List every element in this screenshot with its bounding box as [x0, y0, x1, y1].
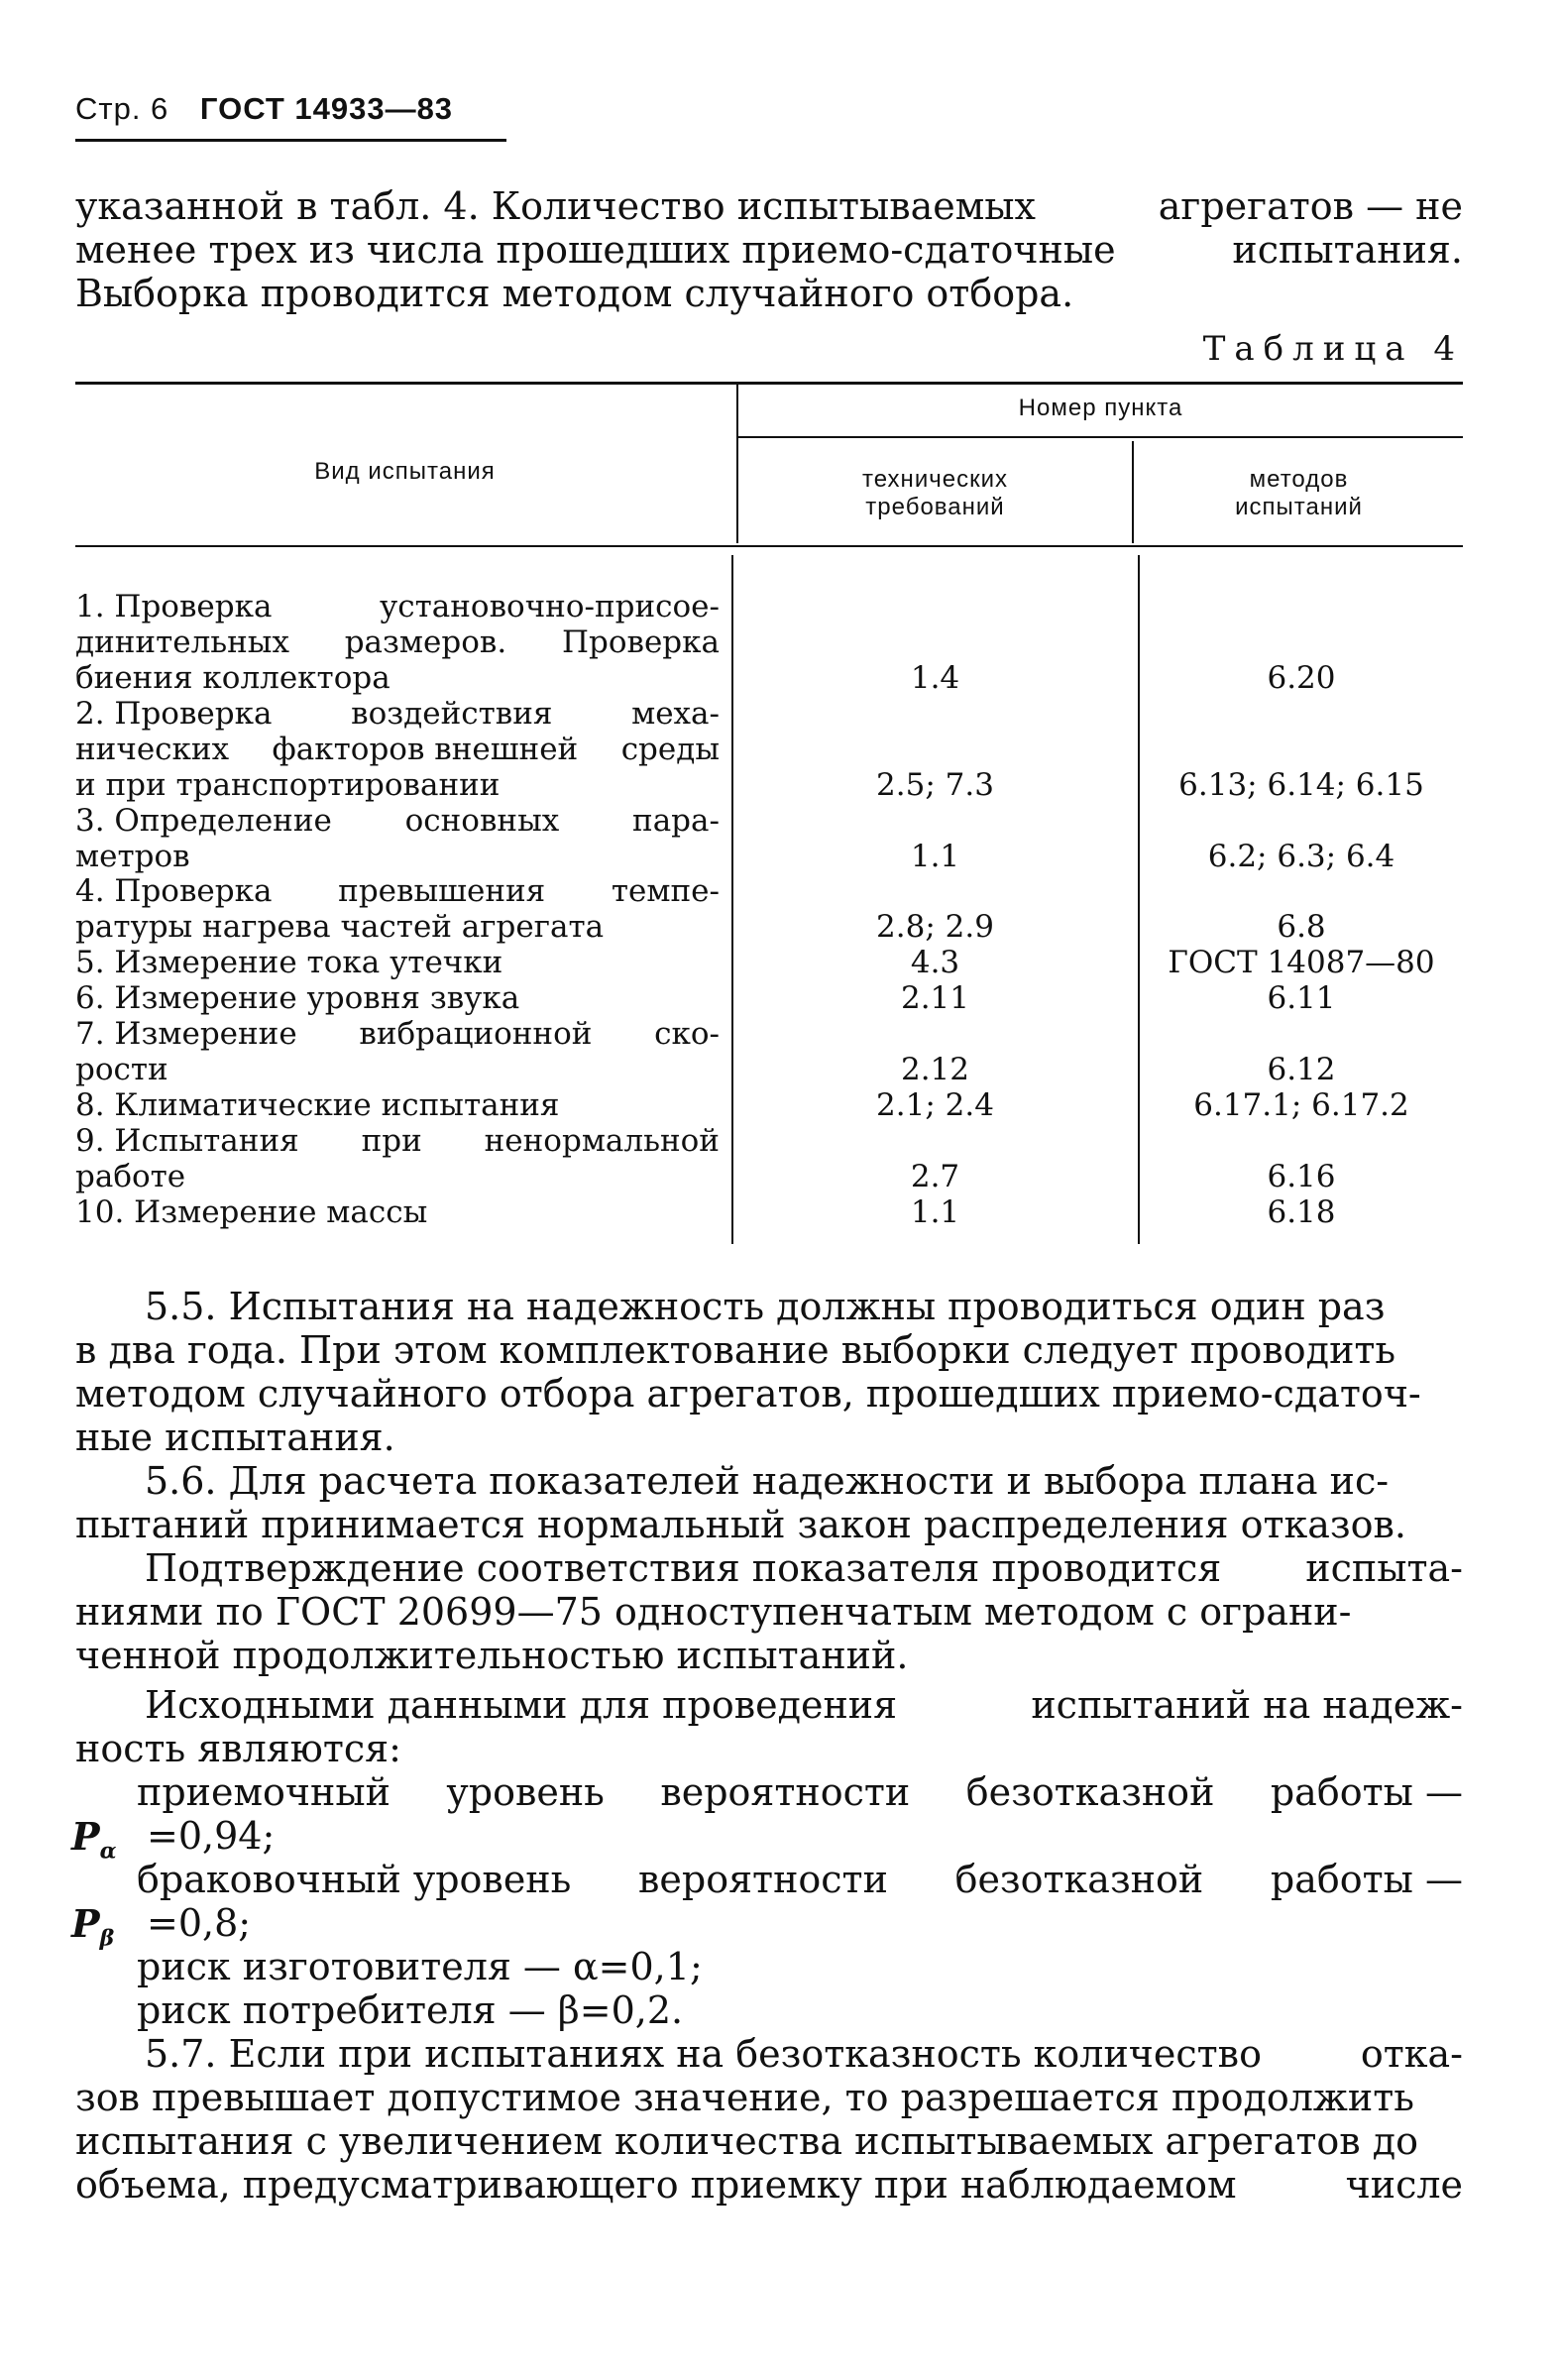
test-method-cell: 6.20 [1267, 660, 1336, 696]
p-alpha-value: =0,94; [147, 1814, 276, 1858]
p-beta-value: =0,8; [147, 1901, 252, 1945]
table-row: 10. Измерение массы [75, 1194, 428, 1230]
section-5-6: 5.6. Для расчета показателей надежности и выбора плана ис- пытаний принимается нормальный закон распределения отказов. [75, 1459, 1406, 1546]
consumer-risk: риск потребителя — β=0,2. [137, 1988, 684, 2032]
intro-paragraph [75, 184, 1463, 315]
tech-req-cell: 2.1; 2.4 [876, 1087, 994, 1123]
table-row: 2. Проверка воздействия меха- нических факторов внешней среды и при транспортировании [75, 696, 720, 803]
acceptance-level-line: приемочный уровень вероятности безотказной работы — [137, 1770, 1463, 1814]
text-line: Выборка проводится методом случайного отбора. [75, 272, 1074, 315]
section-5-6-conformity: Подтверждение соответствия показателя проводится испыта- ниями по ГОСТ 20699—75 одноступенчатым методом с ограни- ченной продолжительностью испытаний. [75, 1546, 1463, 1677]
text-line: менее трех из числа прошедших приемо-сдаточные испытания. [75, 228, 1463, 272]
section-5-6-initial-data: Исходными данными для проведения испытаний на надеж- ность являются: [75, 1683, 1463, 1770]
table-row: 7. Измерение вибрационной ско- рости [75, 1016, 720, 1087]
tech-req-cell: 2.7 [910, 1159, 960, 1194]
tech-req-cell: 1.1 [910, 1194, 960, 1230]
test-method-cell: 6.13; 6.14; 6.15 [1178, 767, 1424, 803]
rejection-level-line: браковочный уровень вероятности безотказной работы — [137, 1858, 1463, 1901]
header-rule [75, 139, 506, 142]
manufacturer-risk: риск изготовителя — α=0,1; [137, 1945, 703, 1988]
text-line: указанной в табл. 4. Количество испытываемых агрегатов — не [75, 184, 1463, 228]
tech-req-cell: 2.5; 7.3 [876, 767, 994, 803]
table-row: 4. Проверка превышения темпе- ратуры нагрева частей агрегата [75, 873, 720, 945]
table-vline [1132, 441, 1134, 543]
test-method-cell: 6.2; 6.3; 6.4 [1207, 839, 1395, 874]
standard-number: ГОСТ 14933—83 [199, 91, 454, 126]
tech-req-cell: 4.3 [910, 945, 960, 980]
tech-req-cell: 1.1 [910, 839, 960, 874]
section-5-5: 5.5. Испытания на надежность должны проводиться один раз в два года. При этом комплектование выборки следует проводить методом случайного отбора агрегатов, прошедших приемо-сдаточ- ные испытания. [75, 1285, 1421, 1459]
test-method-cell: 6.11 [1267, 980, 1336, 1016]
page-number: Стр. 6 [75, 91, 169, 126]
tech-req-cell: 2.12 [900, 1052, 970, 1087]
p-beta-symbol: $P_\beta$ [71, 1901, 115, 1952]
test-method-cell: 6.16 [1267, 1159, 1336, 1194]
table-row: 3. Определение основных пара- метров [75, 803, 720, 874]
section-5-7: 5.7. Если при испытаниях на безотказность количество отка- зов превышает допустимое значение, то разрешается продолжить испытания с увеличением количества испытываемых агрегатов до объема, предусматривающего приемку при наблюдаемом числе [75, 2032, 1463, 2207]
table-row: 6. Измерение уровня звука [75, 980, 520, 1016]
tech-req-cell: 2.8; 2.9 [876, 909, 994, 945]
table-vline [1138, 555, 1140, 1244]
col-header-tech: технических требований [862, 466, 1008, 520]
table-row: 8. Климатические испытания [75, 1087, 560, 1123]
table-top-rule [75, 382, 1463, 385]
col-header-method: методов испытаний [1235, 466, 1363, 520]
table-row: 9. Испытания при ненормальной работе [75, 1123, 720, 1194]
col-header-group: Номер пункта [1018, 395, 1183, 421]
table-caption: Таблица 4 [1202, 329, 1464, 369]
tech-req-cell: 1.4 [910, 660, 960, 696]
page-header [75, 91, 453, 127]
col-header-test-type: Вид испытания [314, 458, 496, 485]
table-row: 1. Проверка установочно-присое- динительных размеров. Проверка биения коллектора [75, 589, 720, 696]
p-alpha-symbol: $P_\alpha$ [71, 1814, 117, 1865]
table-row: 5. Измерение тока утечки [75, 945, 503, 980]
table-vline [731, 555, 733, 1244]
test-method-cell: 6.17.1; 6.17.2 [1193, 1087, 1409, 1123]
test-method-cell: 6.8 [1277, 909, 1326, 945]
tech-req-cell: 2.11 [900, 980, 970, 1016]
test-method-cell: 6.18 [1267, 1194, 1336, 1230]
test-method-cell: ГОСТ 14087—80 [1168, 945, 1435, 980]
test-method-cell: 6.12 [1267, 1052, 1336, 1087]
table-group-rule [738, 436, 1463, 438]
table-header-rule [75, 545, 1463, 547]
